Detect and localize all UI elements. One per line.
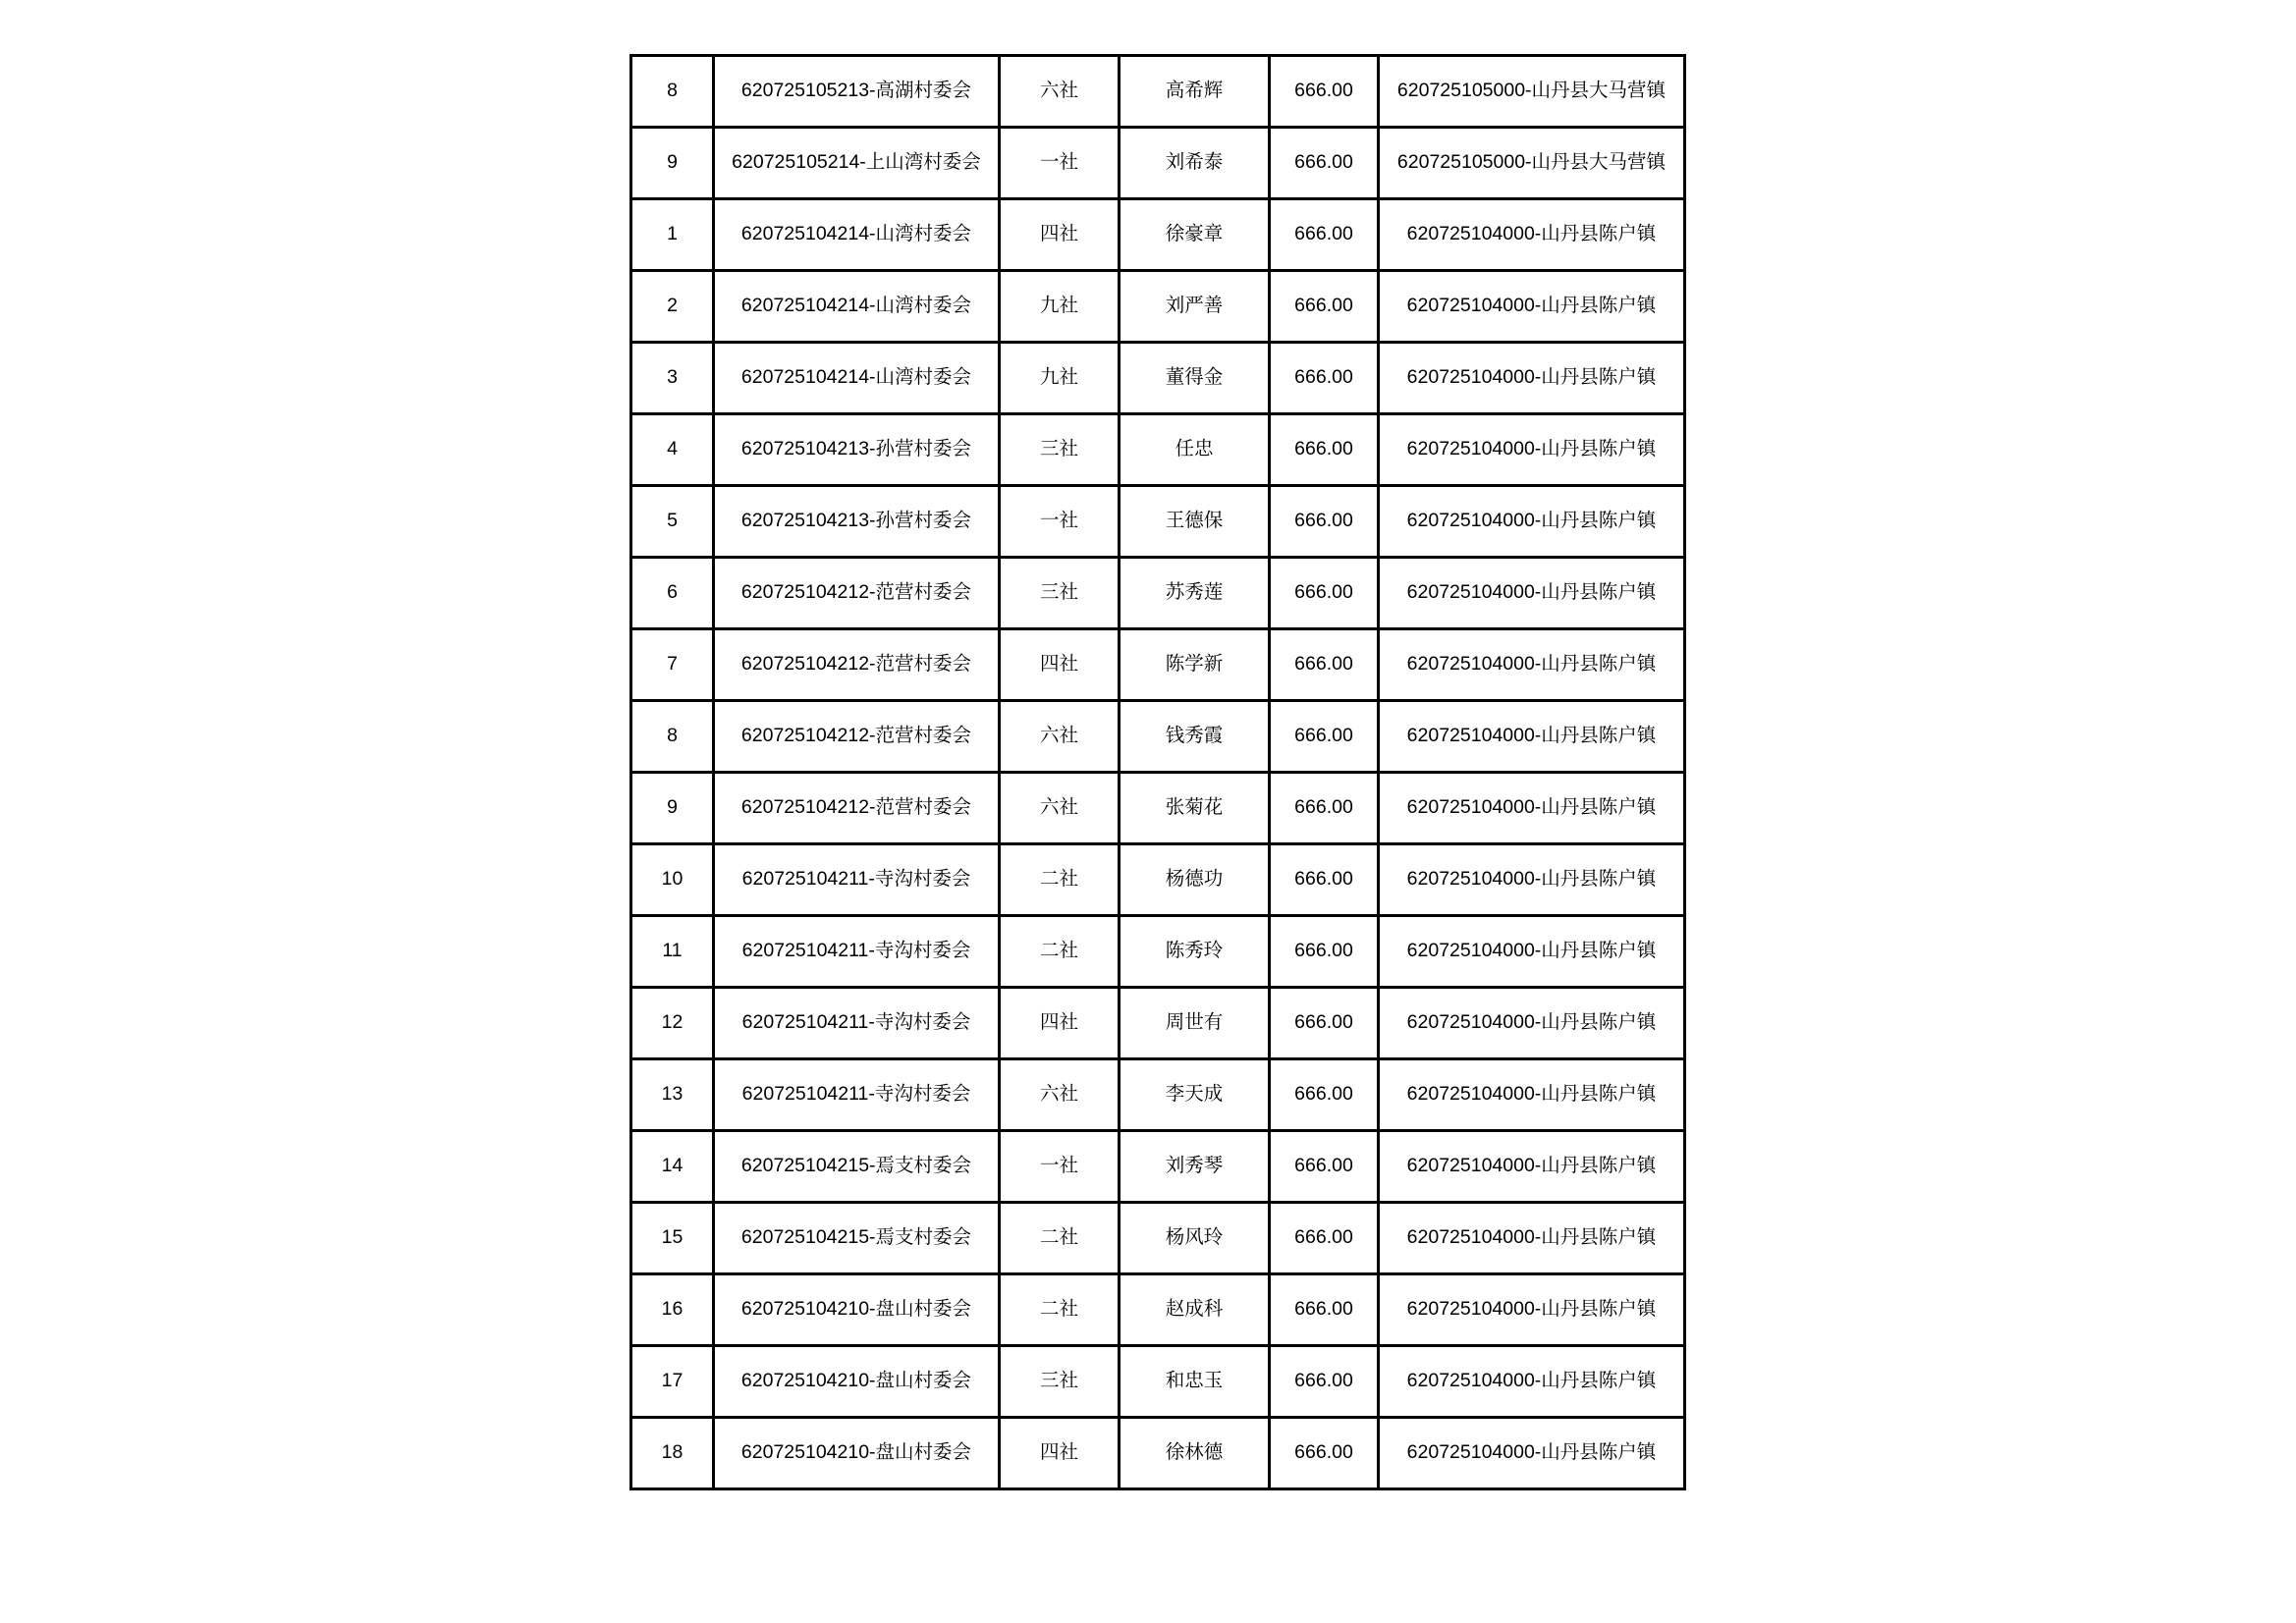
township-cell: 620725104000-山丹县陈户镇 [1379, 1203, 1685, 1274]
township-cell: 620725104000-山丹县陈户镇 [1379, 629, 1685, 701]
person-name-cell: 杨风玲 [1120, 1203, 1270, 1274]
village-committee-cell: 620725104211-寺沟村委会 [714, 844, 1000, 916]
village-group-cell: 二社 [1000, 1274, 1120, 1346]
row-number-cell: 9 [631, 128, 714, 199]
table-row [631, 1203, 1685, 1274]
person-name-cell: 董得金 [1120, 343, 1270, 414]
township-cell: 620725104000-山丹县陈户镇 [1379, 844, 1685, 916]
table-row [631, 916, 1685, 988]
person-name-cell: 李天成 [1120, 1059, 1270, 1131]
village-committee-cell: 620725104215-焉支村委会 [714, 1203, 1000, 1274]
table-row [631, 271, 1685, 343]
village-committee-cell: 620725104210-盘山村委会 [714, 1346, 1000, 1418]
table-row [631, 1131, 1685, 1203]
table-row [631, 343, 1685, 414]
township-cell: 620725104000-山丹县陈户镇 [1379, 199, 1685, 271]
amount-cell: 666.00 [1270, 1418, 1379, 1489]
row-number-cell: 15 [631, 1203, 714, 1274]
amount-cell: 666.00 [1270, 629, 1379, 701]
row-number-cell: 1 [631, 199, 714, 271]
village-committee-cell: 620725104212-范营村委会 [714, 558, 1000, 629]
village-group-cell: 六社 [1000, 773, 1120, 844]
table-row [631, 414, 1685, 486]
village-group-cell: 一社 [1000, 486, 1120, 558]
row-number-cell: 5 [631, 486, 714, 558]
table-row [631, 1059, 1685, 1131]
village-committee-cell: 620725104214-山湾村委会 [714, 271, 1000, 343]
amount-cell: 666.00 [1270, 1274, 1379, 1346]
village-group-cell: 四社 [1000, 1418, 1120, 1489]
village-committee-cell: 620725104212-范营村委会 [714, 629, 1000, 701]
table-row [631, 128, 1685, 199]
village-group-cell: 三社 [1000, 414, 1120, 486]
row-number-cell: 8 [631, 56, 714, 128]
village-committee-cell: 620725104211-寺沟村委会 [714, 1059, 1000, 1131]
table-row [631, 486, 1685, 558]
amount-cell: 666.00 [1270, 773, 1379, 844]
roster-table-body [631, 56, 1685, 1489]
village-group-cell: 九社 [1000, 271, 1120, 343]
person-name-cell: 刘希泰 [1120, 128, 1270, 199]
person-name-cell: 周世有 [1120, 988, 1270, 1059]
township-cell: 620725104000-山丹县陈户镇 [1379, 773, 1685, 844]
table-row [631, 773, 1685, 844]
amount-cell: 666.00 [1270, 56, 1379, 128]
village-group-cell: 三社 [1000, 558, 1120, 629]
row-number-cell: 2 [631, 271, 714, 343]
township-cell: 620725104000-山丹县陈户镇 [1379, 558, 1685, 629]
person-name-cell: 高希辉 [1120, 56, 1270, 128]
table-row [631, 1346, 1685, 1418]
village-committee-cell: 620725104213-孙营村委会 [714, 486, 1000, 558]
amount-cell: 666.00 [1270, 916, 1379, 988]
table-row [631, 56, 1685, 128]
amount-cell: 666.00 [1270, 199, 1379, 271]
table-row [631, 701, 1685, 773]
village-committee-cell: 620725104211-寺沟村委会 [714, 988, 1000, 1059]
row-number-cell: 3 [631, 343, 714, 414]
township-cell: 620725104000-山丹县陈户镇 [1379, 988, 1685, 1059]
village-group-cell: 六社 [1000, 56, 1120, 128]
row-number-cell: 11 [631, 916, 714, 988]
person-name-cell: 王德保 [1120, 486, 1270, 558]
person-name-cell: 赵成科 [1120, 1274, 1270, 1346]
village-group-cell: 二社 [1000, 1203, 1120, 1274]
village-committee-cell: 620725104211-寺沟村委会 [714, 916, 1000, 988]
table-row [631, 199, 1685, 271]
row-number-cell: 18 [631, 1418, 714, 1489]
village-committee-cell: 620725105213-高湖村委会 [714, 56, 1000, 128]
table-row [631, 1418, 1685, 1489]
village-committee-cell: 620725105214-上山湾村委会 [714, 128, 1000, 199]
township-cell: 620725104000-山丹县陈户镇 [1379, 271, 1685, 343]
person-name-cell: 陈秀玲 [1120, 916, 1270, 988]
township-cell: 620725104000-山丹县陈户镇 [1379, 701, 1685, 773]
village-committee-cell: 620725104214-山湾村委会 [714, 343, 1000, 414]
village-group-cell: 二社 [1000, 844, 1120, 916]
amount-cell: 666.00 [1270, 701, 1379, 773]
amount-cell: 666.00 [1270, 1059, 1379, 1131]
amount-cell: 666.00 [1270, 988, 1379, 1059]
township-cell: 620725104000-山丹县陈户镇 [1379, 1131, 1685, 1203]
person-name-cell: 苏秀莲 [1120, 558, 1270, 629]
row-number-cell: 17 [631, 1346, 714, 1418]
row-number-cell: 14 [631, 1131, 714, 1203]
village-group-cell: 四社 [1000, 199, 1120, 271]
village-group-cell: 六社 [1000, 701, 1120, 773]
village-group-cell: 三社 [1000, 1346, 1120, 1418]
village-group-cell: 六社 [1000, 1059, 1120, 1131]
village-group-cell: 九社 [1000, 343, 1120, 414]
township-cell: 620725104000-山丹县陈户镇 [1379, 1059, 1685, 1131]
person-name-cell: 徐豪章 [1120, 199, 1270, 271]
village-committee-cell: 620725104210-盘山村委会 [714, 1274, 1000, 1346]
amount-cell: 666.00 [1270, 844, 1379, 916]
person-name-cell: 张菊花 [1120, 773, 1270, 844]
amount-cell: 666.00 [1270, 1203, 1379, 1274]
village-committee-cell: 620725104212-范营村委会 [714, 773, 1000, 844]
township-cell: 620725104000-山丹县陈户镇 [1379, 916, 1685, 988]
person-name-cell: 刘严善 [1120, 271, 1270, 343]
amount-cell: 666.00 [1270, 271, 1379, 343]
village-group-cell: 二社 [1000, 916, 1120, 988]
table-row [631, 844, 1685, 916]
village-group-cell: 四社 [1000, 629, 1120, 701]
amount-cell: 666.00 [1270, 558, 1379, 629]
person-name-cell: 刘秀琴 [1120, 1131, 1270, 1203]
township-cell: 620725104000-山丹县陈户镇 [1379, 414, 1685, 486]
township-cell: 620725104000-山丹县陈户镇 [1379, 486, 1685, 558]
village-committee-cell: 620725104215-焉支村委会 [714, 1131, 1000, 1203]
row-number-cell: 8 [631, 701, 714, 773]
row-number-cell: 7 [631, 629, 714, 701]
row-number-cell: 13 [631, 1059, 714, 1131]
township-cell: 620725104000-山丹县陈户镇 [1379, 343, 1685, 414]
amount-cell: 666.00 [1270, 128, 1379, 199]
roster-table [629, 54, 1686, 1490]
village-group-cell: 一社 [1000, 128, 1120, 199]
person-name-cell: 杨德功 [1120, 844, 1270, 916]
table-row [631, 1274, 1685, 1346]
amount-cell: 666.00 [1270, 1131, 1379, 1203]
amount-cell: 666.00 [1270, 486, 1379, 558]
table-row [631, 629, 1685, 701]
table-row [631, 988, 1685, 1059]
amount-cell: 666.00 [1270, 414, 1379, 486]
person-name-cell: 陈学新 [1120, 629, 1270, 701]
person-name-cell: 钱秀霞 [1120, 701, 1270, 773]
amount-cell: 666.00 [1270, 1346, 1379, 1418]
township-cell: 620725105000-山丹县大马营镇 [1379, 56, 1685, 128]
table-row [631, 558, 1685, 629]
village-group-cell: 一社 [1000, 1131, 1120, 1203]
row-number-cell: 10 [631, 844, 714, 916]
row-number-cell: 12 [631, 988, 714, 1059]
row-number-cell: 6 [631, 558, 714, 629]
row-number-cell: 16 [631, 1274, 714, 1346]
township-cell: 620725104000-山丹县陈户镇 [1379, 1274, 1685, 1346]
village-committee-cell: 620725104213-孙营村委会 [714, 414, 1000, 486]
village-group-cell: 四社 [1000, 988, 1120, 1059]
row-number-cell: 9 [631, 773, 714, 844]
person-name-cell: 任忠 [1120, 414, 1270, 486]
township-cell: 620725105000-山丹县大马营镇 [1379, 128, 1685, 199]
person-name-cell: 徐林德 [1120, 1418, 1270, 1489]
village-committee-cell: 620725104212-范营村委会 [714, 701, 1000, 773]
amount-cell: 666.00 [1270, 343, 1379, 414]
person-name-cell: 和忠玉 [1120, 1346, 1270, 1418]
village-committee-cell: 620725104214-山湾村委会 [714, 199, 1000, 271]
village-committee-cell: 620725104210-盘山村委会 [714, 1418, 1000, 1489]
row-number-cell: 4 [631, 414, 714, 486]
township-cell: 620725104000-山丹县陈户镇 [1379, 1346, 1685, 1418]
township-cell: 620725104000-山丹县陈户镇 [1379, 1418, 1685, 1489]
